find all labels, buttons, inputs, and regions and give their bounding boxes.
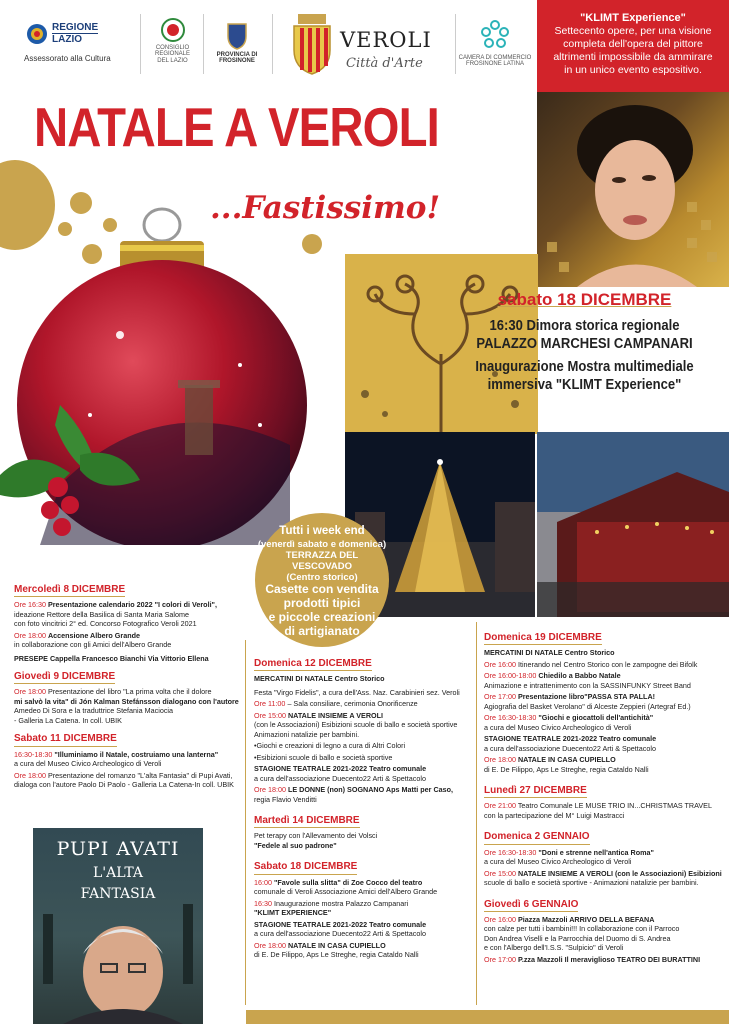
day-heading: Mercoledì 8 DICEMBRE bbox=[14, 583, 125, 597]
list-item: Ore 11:00 – Sala consiliare, cerimonia Onorificenze bbox=[254, 699, 418, 709]
klimt-box-line: completa dell'opera del pittore bbox=[563, 38, 703, 51]
event-date: sabato 18 DICEMBRE bbox=[497, 290, 672, 309]
program-column-1 bbox=[14, 578, 246, 792]
weekend-line: TERRAZZA DEL VESCOVADO bbox=[285, 549, 359, 572]
list-item: 16:30-18:30 "Illuminiamo il Natale, costruiamo una lanterna" a cura del Museo Civico Archeologico di Veroli bbox=[14, 749, 219, 769]
regione-top-text: REGIONE bbox=[52, 22, 99, 33]
veroli-text: VEROLI bbox=[340, 28, 432, 52]
list-item: Ore 18:00 LE DONNE (non) SOGNANO Aps Matti per Caso, regia Flavio Venditti bbox=[254, 785, 454, 804]
list-item: Ore 21:00 Teatro Comunale LE MUSE TRIO IN...CHRISTMAS TRAVEL con la partecipazione del M° Luigi Mastracci bbox=[484, 801, 712, 820]
klimt-box-line: Settecento opere, per una visione bbox=[554, 25, 712, 38]
klimt-box-line: in un unico evento espositivo. bbox=[564, 63, 702, 76]
klimt-portrait-image bbox=[537, 92, 729, 287]
list-item: Ore 16:00 Itinerando nel Centro Storico con le zampogne dei Bifolk bbox=[484, 659, 698, 669]
weekend-line: e piccole creazioni bbox=[268, 609, 376, 624]
list-item: •Esibizioni scuole di ballo e società sportive bbox=[254, 752, 393, 762]
list-item: MERCATINI DI NATALE Centro Storico bbox=[254, 674, 385, 684]
list-item: Ore 16:00 Piazza Mazzoli ARRIVO DELLA BEFANA con calze per tutti i bambini!!! In collaborazione con il Parroco Don Andrea Viselli e la Parrocchia del Duomo di S. Andrea e con l'Albergo dell'I.S.S. "Sulpicio" di Veroli bbox=[484, 914, 680, 953]
day-heading: Domenica 2 GENNAIO bbox=[484, 830, 590, 844]
list-item: 16:00 "Favole sulla slitta" di Zoe Cocco del teatro comunale di Veroli Associazione Amici dell'Albero Grande bbox=[254, 877, 438, 897]
weekend-line: prodotti tipici bbox=[283, 596, 361, 611]
assessorato-text: Assessorato alla Cultura bbox=[24, 54, 111, 63]
day-heading: Martedì 14 DICEMBRE bbox=[254, 814, 360, 828]
provincia-logo bbox=[212, 22, 262, 65]
book-cover-image bbox=[33, 828, 203, 1024]
klimt-box-line: altrimenti impossibile da ammirare bbox=[553, 51, 713, 63]
event-line: immersiva "KLIMT Experience" bbox=[487, 377, 682, 394]
weekend-line: (venerdì sabato e domenica) bbox=[257, 538, 387, 550]
provincia-text: PROVINCIA DI FROSINONE bbox=[216, 52, 258, 65]
camera-text: CAMERA DI COMMERCIO FROSINONE LATINA bbox=[458, 55, 532, 68]
event-line: 16:30 Dimora storica regionale bbox=[489, 318, 680, 334]
day-heading: Giovedì 9 DICEMBRE bbox=[14, 670, 115, 684]
list-item: Ore 15:00 NATALE INSIEME A VEROLI (con le Associazioni) Esibizioni scuole di ballo e società sportive - Animazioni natalizie per bambini. bbox=[484, 868, 722, 888]
regione-bottom-text: LAZIO bbox=[52, 34, 82, 45]
list-item: STAGIONE TEATRALE 2021-2022 Teatro comunale a cura dell'associazione Duecento22 Arti & Spettacolo bbox=[254, 919, 427, 939]
camera-logo bbox=[458, 18, 532, 68]
veroli-crest-icon bbox=[290, 14, 334, 76]
klimt-info-box bbox=[537, 0, 729, 92]
klimt-box-title: "KLIMT Experience" bbox=[580, 12, 686, 24]
regione-lazio-emblem-icon bbox=[26, 23, 48, 45]
program-column-2 bbox=[254, 653, 476, 962]
consiglio-logo bbox=[150, 18, 195, 64]
weekend-line: di artigianato bbox=[284, 623, 360, 638]
page-subtitle: ...Fastissimo! bbox=[210, 190, 441, 226]
page-title: NATALE A VEROLI bbox=[34, 96, 439, 158]
list-item: STAGIONE TEATRALE 2021-2022 Teatro comunale a cura dell'associazione Duecento22 Arti & Spettacolo bbox=[254, 764, 427, 783]
weekend-line: Casette con vendita bbox=[265, 582, 379, 597]
day-heading: Domenica 12 DICEMBRE bbox=[254, 657, 372, 671]
book-author: PUPI AVATI bbox=[56, 838, 180, 860]
list-item: Ore 18:00 NATALE IN CASA CUPIELLO di E. De Filippo, Aps Le Streghe, regia Cataldo Nalli bbox=[254, 940, 419, 960]
consiglio-text: CONSIGLIO REGIONALE DEL LAZIO bbox=[154, 45, 190, 64]
list-item: •Giochi e creazioni di legno a cura di Altri Colori bbox=[254, 741, 406, 751]
list-item: 16:30 Inaugurazione mostra Palazzo Campanari "KLIMT EXPERIENCE" bbox=[254, 898, 409, 918]
program-column-3 bbox=[484, 626, 726, 966]
list-item: Ore 18:00 NATALE IN CASA CUPIELLO di E. De Filippo, Aps Le Streghe, regia Cataldo Nalli bbox=[484, 755, 649, 774]
weekend-line: Tutti i week end bbox=[279, 525, 365, 537]
list-item: Festa "Virgo Fidelis", a cura dell'Ass. Naz. Carabinieri sez. Veroli bbox=[254, 687, 460, 697]
day-heading: Domenica 19 DICEMBRE bbox=[484, 631, 602, 645]
day-heading: Sabato 11 DICEMBRE bbox=[14, 732, 117, 746]
portrait-illustration bbox=[537, 92, 729, 287]
list-item: Ore 18:00 Presentazione del romanzo "L'alta Fantasia" di Pupi Avati, dialoga con l'autore Paolo Di Paolo - Galleria La Catena-In coll. UBIK bbox=[14, 770, 234, 790]
list-item: PRESEPE Cappella Francesco Bianchi Via Vittorio Ellena bbox=[14, 653, 209, 663]
citta-arte-text: Città d'Arte bbox=[346, 56, 423, 71]
list-item: Ore 16:30-18:30 "Doni e strenne nell'antica Roma" a cura del Museo Civico Archeologico di Veroli bbox=[484, 847, 654, 867]
footer-bar bbox=[246, 1010, 729, 1024]
day-heading: Sabato 18 DICEMBRE bbox=[254, 860, 357, 874]
list-item: Ore 17:00 Presentazione libro"PASSA STA PALLA! Agiografia del Basket Verolano" di Alceste Zeppieri (Artegraf Ed.) bbox=[484, 692, 691, 711]
day-heading: Lunedì 27 DICEMBRE bbox=[484, 784, 587, 798]
event-line: Inaugurazione Mostra multimediale bbox=[475, 359, 694, 376]
book-title: FANTASIA bbox=[80, 885, 156, 902]
list-item: Ore 16:30 Presentazione calendario 2022 "I colori di Veroli", ideazione Rettore della Basilica di Santa Maria Salome con foto vincitrici 2° ed. Concorso Fotografico Veroli 2021 bbox=[14, 600, 217, 629]
book-title: L'ALTA bbox=[92, 865, 144, 881]
weekend-market-badge bbox=[255, 513, 389, 647]
book-portrait-illustration bbox=[33, 894, 203, 1024]
list-item: STAGIONE TEATRALE 2021-2022 Teatro comunale a cura dell'associazione Duecento22 Arti & Spettacolo bbox=[484, 734, 657, 753]
list-item: Ore 16:00-18:00 Chiedilo a Babbo Natale Animazione e intrattenimento con la SASSINFUNKY Street Band bbox=[484, 671, 691, 690]
veroli-logo bbox=[290, 12, 450, 78]
list-item: Ore 18:00 Accensione Albero Grande in collaborazione con gli Amici dell'Albero Grande bbox=[14, 630, 172, 650]
list-item: MERCATINI DI NATALE Centro Storico bbox=[484, 648, 615, 658]
list-item: Ore 17:00 P.zza Mazzoli Il meraviglioso TEATRO DEI BURATTINI bbox=[484, 954, 701, 964]
christmas-bauble-illustration bbox=[0, 205, 310, 545]
consiglio-emblem-icon bbox=[161, 18, 185, 42]
list-item: Ore 15:00 NATALE INSIEME A VEROLI (con le Associazioni) Esibizioni scuole di ballo e società sportive Animazioni natalizie per bambini. bbox=[254, 710, 458, 739]
event-line: PALAZZO MARCHESI CAMPANARI bbox=[476, 335, 693, 352]
list-item: Ore 18:00 Presentazione del libro "La prima volta che il dolore mi salvò la vita" di Jón Kalman Stefánsson dialogano con l'autore Amedeo Di Sora e la traduttrice Stefania Maciocia - Galleria La Catena. In coll. UBIK bbox=[14, 687, 239, 725]
provincia-shield-icon bbox=[226, 22, 248, 50]
weekend-line: (Centro storico) bbox=[286, 572, 358, 584]
day-heading: Giovedì 6 GENNAIO bbox=[484, 898, 578, 912]
header bbox=[0, 0, 537, 92]
klimt-event-box bbox=[440, 290, 729, 430]
list-item: Pet terapy con l'Allevamento dei Volsci "Fedele al suo padrone" bbox=[254, 831, 378, 850]
christmas-market-photo bbox=[537, 432, 729, 617]
camera-commercio-icon bbox=[478, 18, 512, 52]
list-item: Ore 16:30-18:30 "Giochi e giocattoli dell'antichità" a cura del Museo Civico Archeologico di Veroli bbox=[484, 713, 654, 732]
